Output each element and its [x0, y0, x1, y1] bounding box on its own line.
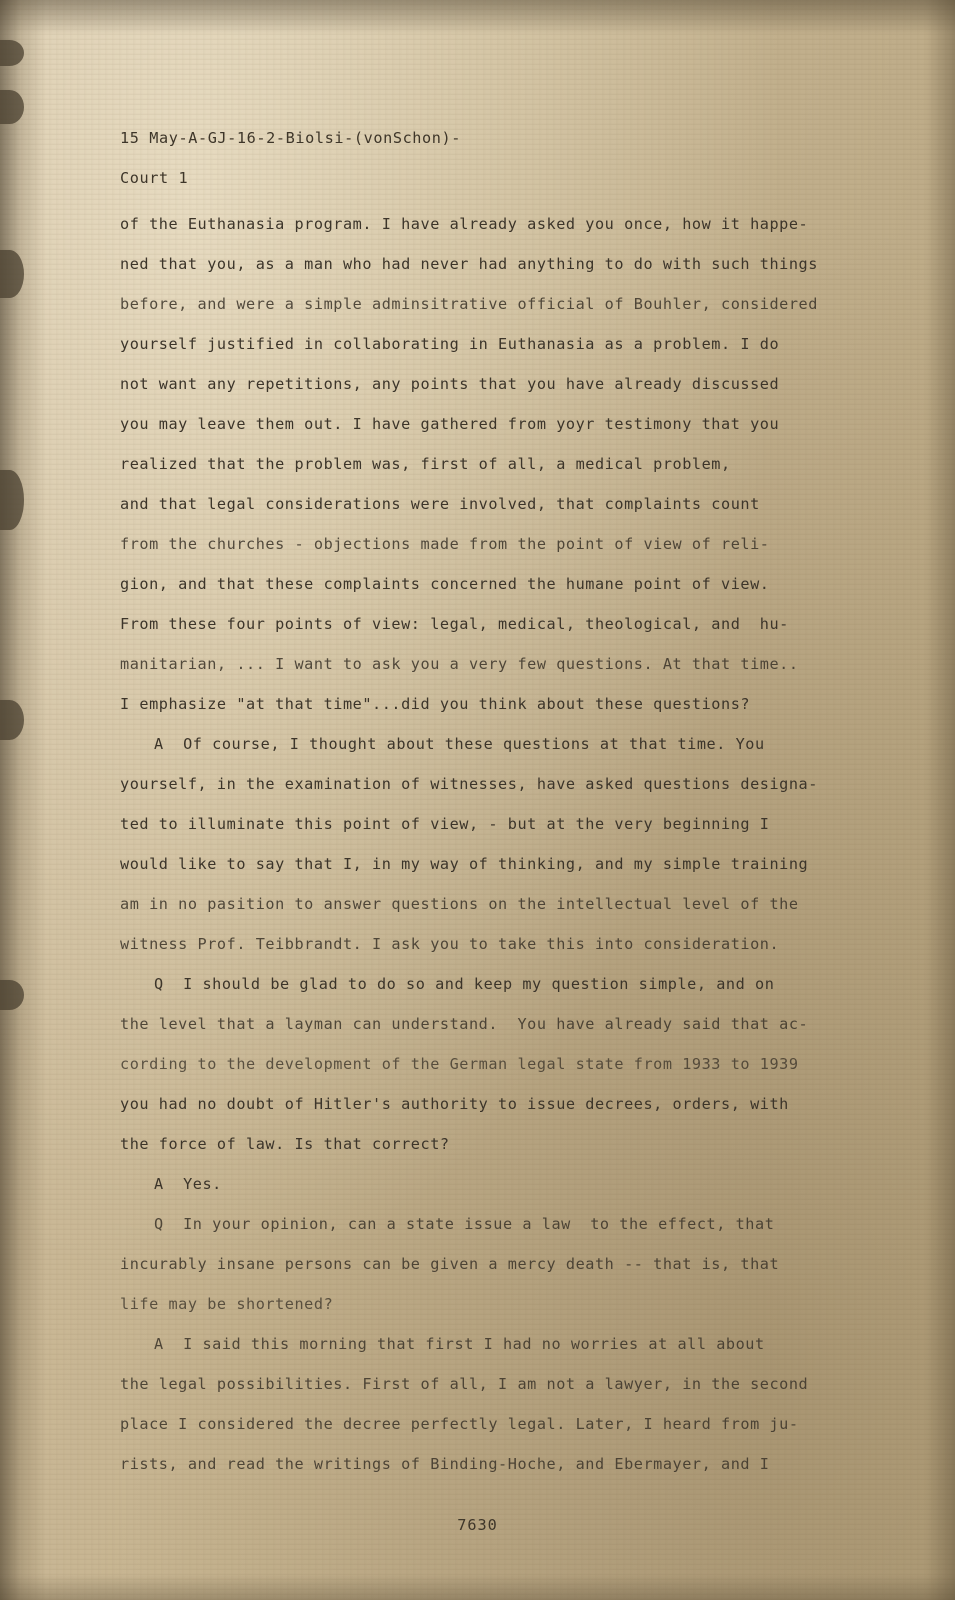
paper-edge-right-shadow — [925, 0, 955, 1600]
paper-tear-mark — [0, 700, 24, 740]
paper-edge-left-shadow — [0, 0, 46, 1600]
paragraph — [120, 964, 860, 1164]
transcript-line: life may be shortened? — [120, 1295, 334, 1313]
transcript-line: the force of law. Is that correct? — [120, 1135, 450, 1153]
paper-tear-mark — [0, 980, 24, 1010]
transcript-line: the legal possibilities. First of all, I am not a lawyer, in the second — [120, 1375, 809, 1393]
transcript-line: Q I should be glad to do so and keep my question simple, and on — [154, 975, 775, 993]
paragraph — [120, 1164, 860, 1204]
transcript-line: cording to the development of the German legal state from 1933 to 1939 — [120, 1055, 799, 1073]
page-number: 7630 — [457, 1516, 498, 1534]
paper-tear-mark — [0, 250, 24, 298]
court-label: Court 1 — [120, 169, 189, 187]
paper-tear-mark — [0, 40, 24, 66]
transcript-line: A I said this morning that first I had no worries at all about — [154, 1335, 765, 1353]
transcript-line: gion, and that these complaints concerned the humane point of view. — [120, 575, 770, 593]
paper-edge-top-shadow — [0, 0, 955, 34]
transcript-line: ted to illuminate this point of view, - but at the very beginning I — [120, 815, 770, 833]
transcript-line: yourself justified in collaborating in Euthanasia as a problem. I do — [120, 335, 780, 353]
transcript-line: ned that you, as a man who had never had anything to do with such things — [120, 255, 818, 273]
transcript-line: place I considered the decree perfectly legal. Later, I heard from ju- — [120, 1415, 799, 1433]
typed-transcript-body — [120, 118, 860, 1484]
transcript-line: A Of course, I thought about these questions at that time. You — [154, 735, 765, 753]
paragraph — [120, 1204, 860, 1324]
transcript-line: you had no doubt of Hitler's authority to issue decrees, orders, with — [120, 1095, 789, 1113]
transcript-line: witness Prof. Teibbrandt. I ask you to take this into consideration. — [120, 935, 780, 953]
transcript-line: am in no pasition to answer questions on the intellectual level of the — [120, 895, 799, 913]
paragraph — [120, 204, 860, 724]
paper-tear-mark — [0, 90, 24, 124]
transcript-line: manitarian, ... I want to ask you a very few questions. At that time.. — [120, 655, 799, 673]
transcript-line: not want any repetitions, any points that you have already discussed — [120, 375, 780, 393]
transcript-line: before, and were a simple adminsitrative official of Bouhler, considered — [120, 295, 818, 313]
paper-edge-bottom-shadow — [0, 1574, 955, 1600]
transcript-line: realized that the problem was, first of all, a medical problem, — [120, 455, 731, 473]
transcript-header: 15 May-A-GJ-16-2-Biolsi-(vonSchon)- — [120, 129, 462, 147]
transcript-line: and that legal considerations were involved, that complaints count — [120, 495, 760, 513]
transcript-line: A Yes. — [154, 1175, 222, 1193]
transcript-line: the level that a layman can understand. You have already said that ac- — [120, 1015, 809, 1033]
transcript-paragraphs — [120, 204, 860, 1484]
transcript-line: of the Euthanasia program. I have already asked you once, how it happe- — [120, 215, 809, 233]
transcript-line: incurably insane persons can be given a mercy death -- that is, that — [120, 1255, 780, 1273]
paper-tear-mark — [0, 470, 24, 530]
transcript-line: you may leave them out. I have gathered from yoyr testimony that you — [120, 415, 780, 433]
transcript-line: rists, and read the writings of Binding-Hoche, and Ebermayer, and I — [120, 1455, 770, 1473]
transcript-line: would like to say that I, in my way of thinking, and my simple training — [120, 855, 809, 873]
transcript-line: Q In your opinion, can a state issue a law to the effect, that — [154, 1215, 775, 1233]
transcript-line: From these four points of view: legal, medical, theological, and hu- — [120, 615, 789, 633]
paragraph — [120, 724, 860, 964]
transcript-line: yourself, in the examination of witnesses, have asked questions designa- — [120, 775, 818, 793]
transcript-line: I emphasize "at that time"...did you think about these questions? — [120, 695, 751, 713]
transcript-line: from the churches - objections made from the point of view of reli- — [120, 535, 770, 553]
paragraph — [120, 1324, 860, 1484]
